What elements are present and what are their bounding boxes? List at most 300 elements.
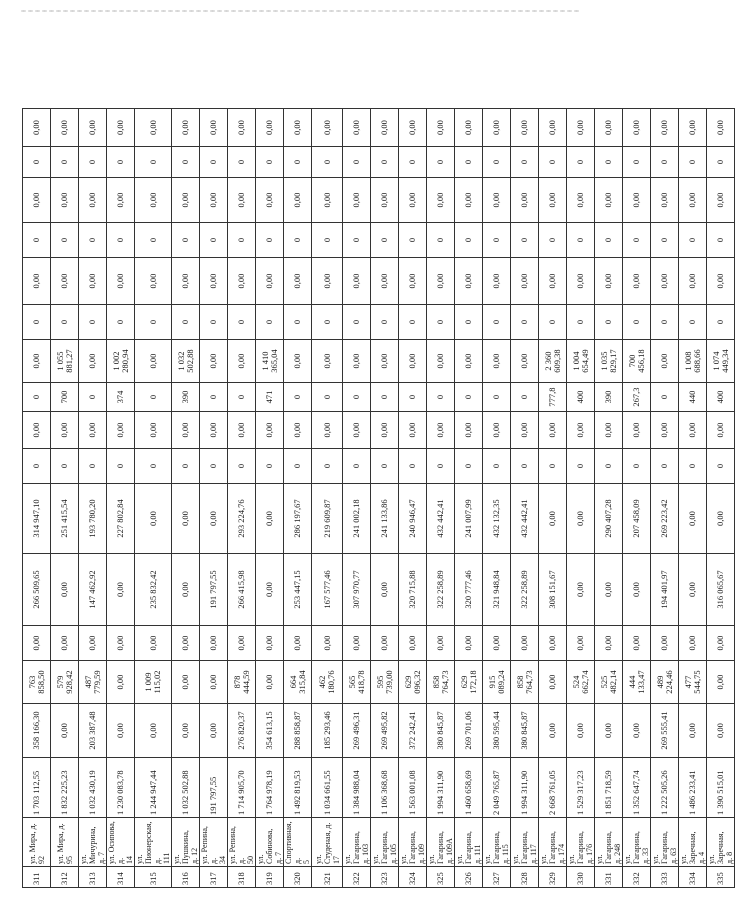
value-cell: 0 (228, 223, 256, 258)
value-cell: 314 947,10 (23, 484, 51, 554)
table-row (679, 109, 707, 888)
value-cell: 0,00 (51, 178, 79, 223)
value-cell: 462 180,76 (312, 661, 343, 704)
value-cell: 0,00 (172, 412, 200, 449)
address-cell: ул. Гагарина, д. 111 (455, 818, 483, 867)
value-cell: 0,00 (427, 178, 455, 223)
value-cell: 0,00 (707, 258, 735, 305)
row-number-cell: 319 (256, 867, 284, 888)
value-cell: 0,00 (455, 412, 483, 449)
row-number-cell: 331 (595, 867, 623, 888)
value-cell: 0,00 (595, 109, 623, 147)
value-cell: 0,00 (200, 412, 228, 449)
table-row (539, 109, 567, 888)
value-cell: 0 (256, 223, 284, 258)
value-cell: 219 609,87 (312, 484, 343, 554)
value-cell: 444 133,47 (623, 661, 651, 704)
value-cell: 354 613,15 (256, 704, 284, 758)
row-number-cell: 329 (539, 867, 567, 888)
value-cell: 0,00 (107, 412, 135, 449)
value-cell: 0,00 (79, 178, 107, 223)
value-cell: 0,00 (23, 258, 51, 305)
capital-repair-register-table (22, 108, 735, 888)
value-cell: 0,00 (51, 704, 79, 758)
value-cell: 629 172,18 (455, 661, 483, 704)
value-cell: 0 (228, 305, 256, 340)
value-cell: 0,00 (567, 626, 595, 661)
value-cell: 0,00 (51, 412, 79, 449)
value-cell: 0,00 (707, 484, 735, 554)
value-cell: 0,00 (135, 340, 172, 383)
value-cell: 0,00 (679, 484, 707, 554)
value-cell: 0,00 (312, 178, 343, 223)
value-cell: 0 (623, 449, 651, 484)
value-cell: 0 (135, 449, 172, 484)
value-cell: 0,00 (79, 626, 107, 661)
value-cell: 380 595,44 (483, 704, 511, 758)
table-row (707, 109, 735, 888)
value-cell: 1 460 658,69 (455, 758, 483, 818)
value-cell: 0,00 (595, 626, 623, 661)
value-cell: 0,00 (107, 704, 135, 758)
table-row (511, 109, 539, 888)
value-cell: 0 (23, 147, 51, 178)
value-cell: 0 (707, 223, 735, 258)
value-cell: 276 820,37 (228, 704, 256, 758)
value-cell: 1 055 881,27 (51, 340, 79, 383)
value-cell: 471 (256, 383, 284, 412)
address-cell: ул. Гагарина, д. 117 (511, 818, 539, 867)
value-cell: 0,00 (200, 178, 228, 223)
value-cell: 0,00 (651, 109, 679, 147)
value-cell: 241 007,99 (455, 484, 483, 554)
value-cell: 0,00 (483, 412, 511, 449)
value-cell: 1 529 317,23 (567, 758, 595, 818)
value-cell: 0,00 (200, 484, 228, 554)
value-cell: 0 (651, 147, 679, 178)
table-row (172, 109, 200, 888)
table-row (567, 109, 595, 888)
value-cell: 0,00 (172, 554, 200, 626)
value-cell: 251 415,54 (51, 484, 79, 554)
value-cell: 0 (284, 449, 312, 484)
value-cell: 0,00 (256, 626, 284, 661)
value-cell: 477 544,75 (679, 661, 707, 704)
value-cell: 0,00 (455, 258, 483, 305)
row-number-cell: 324 (399, 867, 427, 888)
value-cell: 0,00 (284, 626, 312, 661)
value-cell: 0,00 (679, 554, 707, 626)
row-number-cell: 322 (343, 867, 371, 888)
value-cell: 0 (343, 305, 371, 340)
value-cell: 2 668 761,05 (539, 758, 567, 818)
value-cell: 0 (200, 383, 228, 412)
value-cell: 0 (679, 223, 707, 258)
value-cell: 0 (539, 305, 567, 340)
value-cell: 0,00 (256, 661, 284, 704)
value-cell: 0,00 (79, 340, 107, 383)
value-cell: 0 (23, 449, 51, 484)
value-cell: 0,00 (539, 258, 567, 305)
value-cell: 0,00 (455, 626, 483, 661)
value-cell: 0,00 (679, 412, 707, 449)
value-cell: 0,00 (284, 178, 312, 223)
address-cell: ул. Собинова, д. 7 (256, 818, 284, 867)
value-cell: 0,00 (511, 258, 539, 305)
value-cell: 440 (679, 383, 707, 412)
value-cell: 0,00 (371, 412, 399, 449)
value-cell: 0 (371, 383, 399, 412)
value-cell: 1 230 083,78 (107, 758, 135, 818)
address-cell: Спортивная, д. 5 (284, 818, 312, 867)
value-cell: 0,00 (135, 178, 172, 223)
value-cell: 320 777,46 (455, 554, 483, 626)
value-cell: 1 764 978,19 (256, 758, 284, 818)
value-cell: 0 (79, 383, 107, 412)
value-cell: 0,00 (284, 412, 312, 449)
table-row (135, 109, 172, 888)
value-cell: 1 032 502,88 (172, 340, 200, 383)
value-cell: 0 (51, 449, 79, 484)
value-cell: 0,00 (679, 704, 707, 758)
value-cell: 0,00 (595, 704, 623, 758)
value-cell: 0,00 (23, 412, 51, 449)
value-cell: 207 458,09 (623, 484, 651, 554)
value-cell: 858 764,73 (511, 661, 539, 704)
table-row (228, 109, 256, 888)
value-cell: 579 928,42 (51, 661, 79, 704)
value-cell: 0 (399, 449, 427, 484)
value-cell: 1 244 947,44 (135, 758, 172, 818)
value-cell: 2 049 765,87 (483, 758, 511, 818)
value-cell: 0 (567, 449, 595, 484)
value-cell: 0,00 (284, 340, 312, 383)
value-cell: 1 703 112,55 (23, 758, 51, 818)
value-cell: 0 (228, 147, 256, 178)
value-cell: 0 (623, 223, 651, 258)
value-cell: 0,00 (228, 258, 256, 305)
value-cell: 0,00 (567, 178, 595, 223)
address-cell: ул. Гагарина, д. 248 (595, 818, 623, 867)
value-cell: 0 (511, 449, 539, 484)
value-cell: 0,00 (343, 340, 371, 383)
value-cell: 0,00 (651, 258, 679, 305)
value-cell: 664 315,84 (284, 661, 312, 704)
value-cell: 0,00 (371, 340, 399, 383)
value-cell: 374 (107, 383, 135, 412)
value-cell: 0 (172, 449, 200, 484)
table-row (455, 109, 483, 888)
value-cell: 0,00 (135, 109, 172, 147)
value-cell: 0 (427, 449, 455, 484)
value-cell: 565 418,78 (343, 661, 371, 704)
value-cell: 1 851 718,59 (595, 758, 623, 818)
value-cell: 0,00 (595, 554, 623, 626)
value-cell: 0,00 (511, 412, 539, 449)
value-cell: 0 (483, 223, 511, 258)
value-cell: 0 (399, 223, 427, 258)
value-cell: 0 (51, 147, 79, 178)
value-cell: 0,00 (483, 178, 511, 223)
value-cell: 0,00 (595, 258, 623, 305)
value-cell: 0,00 (427, 412, 455, 449)
value-cell: 0 (567, 147, 595, 178)
value-cell: 0 (427, 147, 455, 178)
value-cell: 0,00 (256, 258, 284, 305)
value-cell: 0,00 (679, 109, 707, 147)
address-cell: ул. Гагарина, д. 176 (567, 818, 595, 867)
value-cell: 0 (679, 305, 707, 340)
value-cell: 0 (256, 147, 284, 178)
value-cell: 432 132,35 (483, 484, 511, 554)
value-cell: 0,00 (623, 704, 651, 758)
value-cell: 147 462,92 (79, 554, 107, 626)
value-cell: 400 (707, 383, 735, 412)
value-cell: 0 (511, 305, 539, 340)
value-cell: 0,00 (135, 626, 172, 661)
value-cell: 0,00 (228, 412, 256, 449)
row-number-cell: 328 (511, 867, 539, 888)
value-cell: 0 (567, 223, 595, 258)
row-number-cell: 332 (623, 867, 651, 888)
value-cell: 0,00 (427, 258, 455, 305)
value-cell: 0,00 (135, 704, 172, 758)
row-number-cell: 335 (707, 867, 735, 888)
value-cell: 0 (343, 449, 371, 484)
value-cell: 0 (79, 449, 107, 484)
table-row (343, 109, 371, 888)
table-body (23, 109, 735, 888)
value-cell: 0 (595, 223, 623, 258)
value-cell: 0 (23, 383, 51, 412)
value-cell: 0,00 (567, 554, 595, 626)
value-cell: 0,00 (595, 412, 623, 449)
value-cell: 0,00 (200, 109, 228, 147)
value-cell: 1 004 654,49 (567, 340, 595, 383)
address-cell: ул. Мичурина, д. 7 (79, 818, 107, 867)
value-cell: 194 401,97 (651, 554, 679, 626)
table-row (427, 109, 455, 888)
value-cell: 0,00 (343, 412, 371, 449)
value-cell: 0,00 (284, 258, 312, 305)
value-cell: 525 482,14 (595, 661, 623, 704)
value-cell: 0 (172, 223, 200, 258)
table-row (107, 109, 135, 888)
value-cell: 0 (371, 449, 399, 484)
value-cell: 266 415,98 (228, 554, 256, 626)
value-cell: 0,00 (343, 626, 371, 661)
value-cell: 0,00 (107, 554, 135, 626)
table-row (79, 109, 107, 888)
value-cell: 0,00 (539, 109, 567, 147)
value-cell: 0 (483, 383, 511, 412)
value-cell: 0 (651, 223, 679, 258)
value-cell: 1 384 988,04 (343, 758, 371, 818)
value-cell: 241 002,18 (343, 484, 371, 554)
value-cell: 777,8 (539, 383, 567, 412)
value-cell: 288 858,87 (284, 704, 312, 758)
value-cell: 0,00 (135, 412, 172, 449)
value-cell: 0 (399, 147, 427, 178)
value-cell: 0,00 (623, 412, 651, 449)
value-cell: 0,00 (707, 412, 735, 449)
value-cell: 0,00 (707, 704, 735, 758)
value-cell: 432 442,41 (511, 484, 539, 554)
value-cell: 0,00 (256, 484, 284, 554)
value-cell: 0,00 (79, 412, 107, 449)
value-cell: 0,00 (567, 258, 595, 305)
value-cell: 0,00 (23, 109, 51, 147)
value-cell: 269 495,82 (371, 704, 399, 758)
value-cell: 390 (595, 383, 623, 412)
value-cell: 191 797,55 (200, 758, 228, 818)
address-cell: ул. Репина, д. 34 (200, 818, 228, 867)
value-cell: 266 509,65 (23, 554, 51, 626)
value-cell: 0,00 (679, 178, 707, 223)
table-row (256, 109, 284, 888)
value-cell: 1 035 829,17 (595, 340, 623, 383)
value-cell: 0,00 (511, 340, 539, 383)
value-cell: 1 074 449,34 (707, 340, 735, 383)
table-row (200, 109, 228, 888)
value-cell: 0,00 (200, 626, 228, 661)
value-cell: 0,00 (623, 626, 651, 661)
value-cell: 0 (707, 147, 735, 178)
address-cell: ул. Гагарина, д. 103 (343, 818, 371, 867)
value-cell: 0,00 (623, 178, 651, 223)
value-cell: 0 (107, 223, 135, 258)
value-cell: 0 (511, 223, 539, 258)
value-cell: 0,00 (343, 258, 371, 305)
value-cell: 0 (256, 305, 284, 340)
value-cell: 0 (399, 305, 427, 340)
value-cell: 0 (483, 147, 511, 178)
value-cell: 0,00 (483, 258, 511, 305)
address-cell: ул. Гагарина, д. 115 (483, 818, 511, 867)
value-cell: 1 002 280,94 (107, 340, 135, 383)
value-cell: 0,00 (707, 661, 735, 704)
value-cell: 1 106 368,68 (371, 758, 399, 818)
value-cell: 0,00 (623, 109, 651, 147)
value-cell: 0,00 (228, 340, 256, 383)
value-cell: 0 (200, 449, 228, 484)
value-cell: 322 258,89 (511, 554, 539, 626)
value-cell: 0,00 (651, 412, 679, 449)
value-cell: 0,00 (172, 626, 200, 661)
value-cell: 0 (284, 223, 312, 258)
value-cell: 269 223,42 (651, 484, 679, 554)
value-cell: 1 410 365,04 (256, 340, 284, 383)
value-cell: 390 (172, 383, 200, 412)
value-cell: 0 (679, 449, 707, 484)
value-cell: 0,00 (135, 484, 172, 554)
value-cell: 322 258,89 (427, 554, 455, 626)
value-cell: 0 (343, 147, 371, 178)
value-cell: 0 (107, 449, 135, 484)
value-cell: 858 764,73 (427, 661, 455, 704)
value-cell: 1 032 430,19 (79, 758, 107, 818)
value-cell: 0,00 (399, 109, 427, 147)
value-cell: 0 (567, 305, 595, 340)
value-cell: 0 (483, 449, 511, 484)
value-cell: 0,00 (343, 178, 371, 223)
value-cell: 0,00 (567, 704, 595, 758)
table-row (23, 109, 51, 888)
value-cell: 0,00 (623, 554, 651, 626)
value-cell: 0 (651, 383, 679, 412)
scan-edge-noise (20, 10, 580, 12)
value-cell: 0,00 (539, 704, 567, 758)
value-cell: 0 (427, 305, 455, 340)
value-cell: 0 (455, 305, 483, 340)
value-cell: 0 (343, 223, 371, 258)
value-cell: 0,00 (79, 109, 107, 147)
value-cell: 0 (312, 449, 343, 484)
value-cell: 0,00 (172, 258, 200, 305)
value-cell: 0 (707, 305, 735, 340)
value-cell: 380 845,87 (427, 704, 455, 758)
row-number-cell: 312 (51, 867, 79, 888)
value-cell: 269 701,06 (455, 704, 483, 758)
value-cell: 0 (312, 305, 343, 340)
value-cell: 0,00 (595, 178, 623, 223)
value-cell: 400 (567, 383, 595, 412)
address-cell: ул. Осипова, д. 14 (107, 818, 135, 867)
value-cell: 489 224,46 (651, 661, 679, 704)
value-cell: 915 089,24 (483, 661, 511, 704)
value-cell: 0 (312, 383, 343, 412)
value-cell: 0,00 (371, 258, 399, 305)
value-cell: 286 197,67 (284, 484, 312, 554)
value-cell: 0 (135, 147, 172, 178)
value-cell: 0 (511, 147, 539, 178)
value-cell: 0 (228, 383, 256, 412)
value-cell: 267,3 (623, 383, 651, 412)
value-cell: 0 (651, 305, 679, 340)
value-cell: 0,00 (567, 412, 595, 449)
value-cell: 0 (200, 223, 228, 258)
value-cell: 0 (455, 147, 483, 178)
value-cell: 0 (539, 449, 567, 484)
value-cell: 0,00 (483, 340, 511, 383)
value-cell: 0,00 (399, 626, 427, 661)
value-cell: 0,00 (623, 258, 651, 305)
value-cell: 0,00 (23, 340, 51, 383)
value-cell: 0,00 (539, 484, 567, 554)
value-cell: 0,00 (107, 626, 135, 661)
value-cell: 0,00 (651, 178, 679, 223)
value-cell: 0 (135, 305, 172, 340)
value-cell: 1 492 819,53 (284, 758, 312, 818)
value-cell: 0,00 (427, 340, 455, 383)
row-number-cell: 315 (135, 867, 172, 888)
value-cell: 0,00 (172, 704, 200, 758)
value-cell: 0,00 (371, 109, 399, 147)
row-number-cell: 316 (172, 867, 200, 888)
value-cell: 0,00 (483, 626, 511, 661)
value-cell: 0,00 (51, 109, 79, 147)
value-cell: 316 065,67 (707, 554, 735, 626)
value-cell: 0 (228, 449, 256, 484)
value-cell: 320 715,88 (399, 554, 427, 626)
address-cell: ул. Гагарина, д. 109А (427, 818, 455, 867)
table-row (312, 109, 343, 888)
value-cell: 878 444,59 (228, 661, 256, 704)
value-cell: 167 577,46 (312, 554, 343, 626)
row-number-cell: 330 (567, 867, 595, 888)
address-cell: ул. Гагарина, д. 105 (371, 818, 399, 867)
value-cell: 0 (539, 147, 567, 178)
